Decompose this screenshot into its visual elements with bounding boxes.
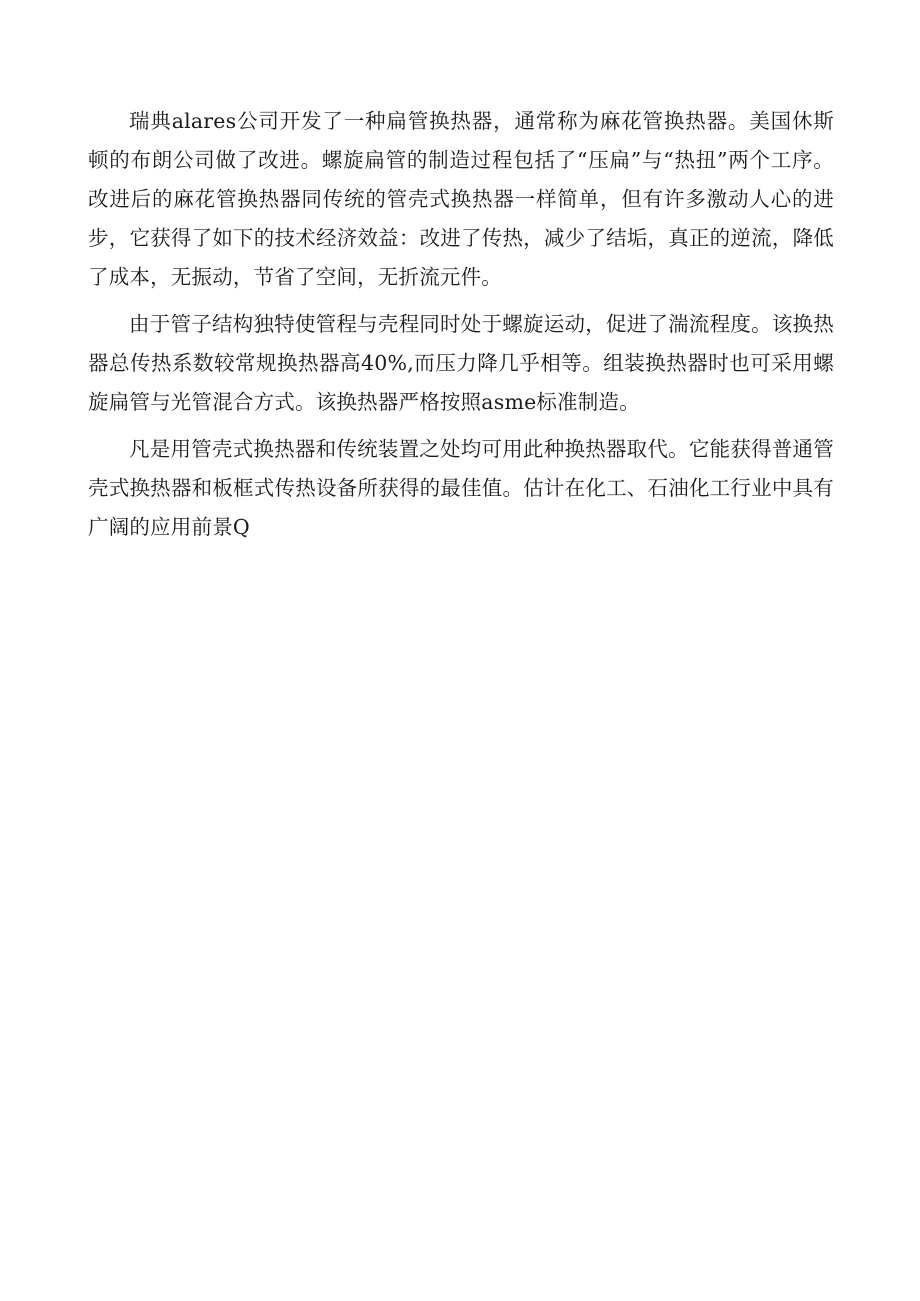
paragraph-3: 凡是用管壳式换热器和传统装置之处均可用此种换热器取代。它能获得普通管壳式换热器和板框式传热设备所获得的最佳值。估计在化工、石油化工行业中具有广阔的应用前景Q (88, 437, 834, 539)
paragraph-1: 瑞典alares公司开发了一种扁管换热器，通常称为麻花管换热器。美国休斯顿的布朗公司做了改进。螺旋扁管的制造过程包括了“压扁”与“热扭”两个工序。改进后的麻花管换热器同传统的管壳式换热器一样简单，但有许多激动人心的进步，它获得了如下的技术经济效益：改进了传热，减少了结垢，真正的逆流，降低了成本，无振动，节省了空间，无折流元件。 (88, 109, 834, 289)
document-body (88, 102, 834, 555)
paragraph-2: 由于管子结构独特使管程与壳程同时处于螺旋运动，促进了湍流程度。该换热器总传热系数较常规换热器高40%,而压力降几乎相等。组装换热器时也可采用螺旋扁管与光管混合方式。该换热器严格按照asme标准制造。 (88, 312, 834, 414)
